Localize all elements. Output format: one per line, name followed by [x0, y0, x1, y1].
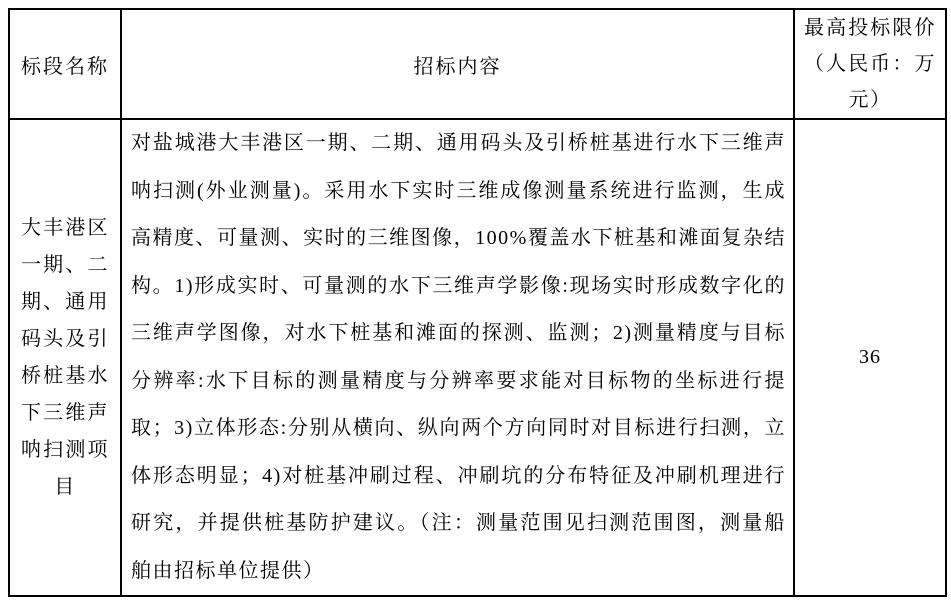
header-bid-content: 招标内容	[121, 9, 794, 119]
table-row	[9, 119, 946, 596]
cell-section-name: 大丰港区一期、二期、通用码头及引桥桩基水下三维声呐扫测项目	[9, 119, 121, 596]
bid-table	[8, 8, 947, 597]
table-header-row	[9, 9, 946, 119]
header-max-price: 最高投标限价（人民币：万元）	[794, 9, 946, 119]
cell-bid-content: 对盐城港大丰港区一期、二期、通用码头及引桥桩基进行水下三维声呐扫测(外业测量)。采用水下实时三维成像测量系统进行监测，生成高精度、可量测、实时的三维图像，100%覆盖水下桩基和滩面复杂结构。1)形成实时、可量测的水下三维声学影像:现场实时形成数字化的三维声学图像，对水下桩基和滩面的探测、监测；2)测量精度与目标分辨率:水下目标的测量精度与分辨率要求能对目标物的坐标进行提取；3)立体形态:分别从横向、纵向两个方向同时对目标进行扫测，立体形态明显；4)对桩基冲刷过程、冲刷坑的分布特征及冲刷机理进行研究，并提供桩基防护建议。（注：测量范围见扫测范围图，测量船舶由招标单位提供）	[121, 119, 794, 596]
header-section-name: 标段名称	[9, 9, 121, 119]
cell-max-price: 36	[794, 119, 946, 596]
